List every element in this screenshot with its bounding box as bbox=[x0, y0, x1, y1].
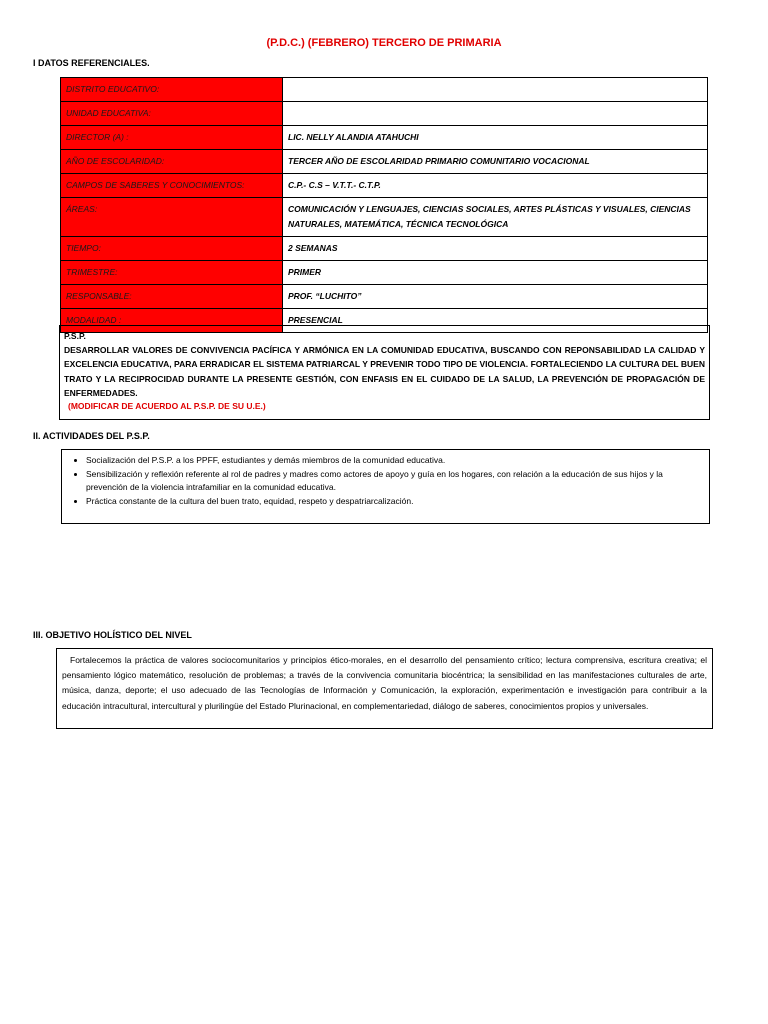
field-value: COMUNICACIÓN Y LENGUAJES, CIENCIAS SOCIALES, ARTES PLÁSTICAS Y VISUALES, CIENCIAS NATURALES, MATEMÁTICA, TÉCNICA TECNOLÓGICA bbox=[283, 198, 708, 237]
section-heading-objetivo: III. OBJETIVO HOLÍSTICO DEL NIVEL bbox=[33, 630, 192, 640]
field-value: PRIMER bbox=[283, 261, 708, 285]
field-value: LIC. NELLY ALANDIA ATAHUCHI bbox=[283, 126, 708, 150]
table-row bbox=[61, 198, 708, 237]
actividades-list bbox=[68, 454, 703, 508]
table-row bbox=[61, 126, 708, 150]
table-row bbox=[61, 150, 708, 174]
field-label: AÑO DE ESCOLARIDAD: bbox=[61, 150, 283, 174]
table-row bbox=[61, 237, 708, 261]
list-item: • Práctica constante de la cultura del buen trato, equidad, respeto y despatriarcalización. bbox=[86, 495, 703, 509]
section-heading-datos: I DATOS REFERENCIALES. bbox=[33, 58, 150, 68]
field-label: MODALIDAD : bbox=[61, 309, 283, 333]
psp-label: P.S.P. bbox=[64, 331, 86, 341]
field-value: PROF. “LUCHITO” bbox=[283, 285, 708, 309]
field-value bbox=[283, 78, 708, 102]
field-value bbox=[283, 102, 708, 126]
field-value: 2 SEMANAS bbox=[283, 237, 708, 261]
field-label: DIRECTOR (A) : bbox=[61, 126, 283, 150]
psp-text: DESARROLLAR VALORES DE CONVIVENCIA PACÍFICA Y ARMÓNICA EN LA COMUNIDAD EDUCATIVA, BUSCANDO CON REPONSABILIDAD LA CALIDAD Y EXCELENCIA EDUCATIVA, PARA ERRADICAR EL SISTEMA PATRIARCAL Y PREVENIR TODO TIPO DE VIOLENCIA. FORTALECIENDO LA CULTURA DEL BUEN TRATO Y LA RECIPROCIDAD DURANTE LA PRESENTE GESTIÓN, CON ENFASIS EN EL CUIDADO DE LA SALUD, LA PREVENCIÓN DE PROPAGACIÓN DE ENFERMEDADES. bbox=[64, 345, 705, 398]
section-heading-actividades: II. ACTIVIDADES DEL P.S.P. bbox=[33, 431, 150, 441]
field-label: DISTRITO EDUCATIVO: bbox=[61, 78, 283, 102]
table-row bbox=[61, 174, 708, 198]
field-value: PRESENCIAL bbox=[283, 309, 708, 333]
psp-note: (MODIFICAR DE ACUERDO AL P.S.P. DE SU U.E.) bbox=[68, 401, 266, 412]
table-row bbox=[61, 261, 708, 285]
field-label: TIEMPO: bbox=[61, 237, 283, 261]
psp-box bbox=[59, 325, 710, 420]
document-title: (P.D.C.) (FEBRERO) TERCERO DE PRIMARIA bbox=[266, 37, 502, 49]
field-label: CAMPOS DE SABERES Y CONOCIMIENTOS: bbox=[61, 174, 283, 198]
field-label: ÁREAS: bbox=[61, 198, 283, 237]
list-item: • Socialización del P.S.P. a los PPFF, estudiantes y demás miembros de la comunidad educativa. bbox=[86, 454, 703, 468]
field-label: TRIMESTRE: bbox=[61, 261, 283, 285]
actividades-box bbox=[61, 449, 710, 524]
field-label: RESPONSABLE: bbox=[61, 285, 283, 309]
list-item: • Sensibilización y reflexión referente al rol de padres y madres como actores de apoyo y guía en los hogares, con relación a la educación de sus hijos y la prevención de la violencia intrafamiliar en la comunidad educativa. bbox=[86, 468, 703, 495]
objetivo-box bbox=[56, 648, 713, 729]
field-label: UNIDAD EDUCATIVA: bbox=[61, 102, 283, 126]
field-value: TERCER AÑO DE ESCOLARIDAD PRIMARIO COMUNITARIO VOCACIONAL bbox=[283, 150, 708, 174]
table-row bbox=[61, 285, 708, 309]
datos-referenciales-table bbox=[60, 77, 708, 333]
table-row bbox=[61, 102, 708, 126]
field-value: C.P.- C.S – V.T.T.- C.T.P. bbox=[283, 174, 708, 198]
objetivo-text: Fortalecemos la práctica de valores sociocomunitarios y principios ético-morales, en el desarrollo del pensamiento crítico; lectura comprensiva, escritura creativa; el pensamiento lógico matemático, resolución de problemas; a través de la convivencia comunitaria biocéntrica; la sensibilidad en las manifestaciones culturales de arte, música, danza, deporte; el uso adecuado de las Tecnologías de Información y Comunicación, la exploración, experimentación e investigación para contribuir a la educación intracultural, intercultural y plurilingüe del Estado Plurinacional, en complementariedad, diálogo de saberes, conocimientos propios y universales. bbox=[62, 655, 707, 711]
table-row bbox=[61, 78, 708, 102]
